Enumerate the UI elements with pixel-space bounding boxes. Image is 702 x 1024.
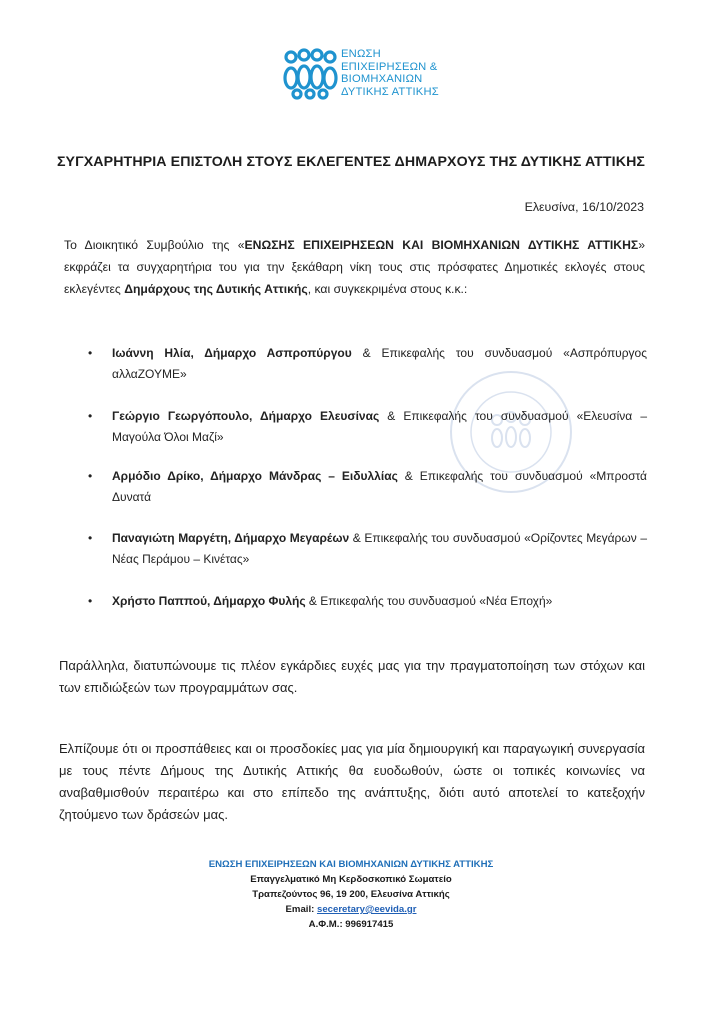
footer-address: Τραπεζούντος 96, 19 200, Ελευσίνα Αττικής <box>252 889 450 900</box>
mayor-name: Ιωάννη Ηλία, Δήμαρχο Ασπροπύργου <box>112 346 352 360</box>
logo-line: ΔΥΤΙΚΗΣ ΑΤΤΙΚΗΣ <box>341 85 439 98</box>
mayor-name: Χρήστο Παππού, Δήμαρχο Φυλής <box>112 594 306 608</box>
letter-date: Ελευσίνα, 16/10/2023 <box>524 200 644 214</box>
logo-line: ΒΙΟΜΗΧΑΝΙΩΝ <box>341 73 423 85</box>
list-item <box>84 466 647 508</box>
logo-text <box>341 48 439 98</box>
bullet-icon: • <box>88 346 93 360</box>
hope-paragraph: Ελπίζουμε ότι οι προσπάθειες και οι προσδοκίες μας για μία δημιουργική και παραγωγική συνεργασία με τους πέντε Δήμους της Δυτικής Αττικής θα ευοδωθούν, ώστε οι τοπικές κοινωνίες να αναβαθμισθούν περαιτέρω και στο επίπεδο της ανάπτυξης, διότι αυτό αποτελεί το κατεξοχήν ζητούμενο των δράσεών μας. <box>59 741 645 822</box>
wishes-paragraph: Παράλληλα, διατυπώνουμε τις πλέον εγκάρδιες ευχές μας για την πραγματοποίηση των στόχων και των επιδιώξεών των προγραμμάτων σας. <box>59 658 645 695</box>
footer-afm: Α.Φ.Μ.: 996917415 <box>308 919 394 930</box>
intro-text: Το Διοικητικό Συμβούλιο της « <box>64 238 245 252</box>
mayor-detail: & Επικεφαλής του συνδυασμού «Ελευσίνα – Μαγούλα Όλοι Μαζί» <box>112 409 647 444</box>
mayor-name: Γεώργιο Γεωργόπουλο, Δήμαρχο Ελευσίνας <box>112 409 380 423</box>
bullet-icon: • <box>88 531 93 545</box>
footer-org-name: ΕΝΩΣΗ ΕΠΙΧΕΙΡΗΣΕΩΝ ΚΑΙ ΒΙΟΜΗΧΑΝΙΩΝ ΔΥΤΙΚΗΣ ΑΤΤΙΚΗΣ <box>208 859 494 870</box>
letter-title: ΣΥΓΧΑΡΗΤΗΡΙΑ ΕΠΙΣΤΟΛΗ ΣΤΟΥΣ ΕΚΛΕΓΕΝΤΕΣ ΔΗΜΑΡΧΟΥΣ ΤΗΣ ΔΥΤΙΚΗΣ ΑΤΤΙΚΗΣ <box>56 154 646 170</box>
mayors-phrase: Δημάρχους της Δυτικής Αττικής <box>124 282 308 296</box>
footer-org-type: Επαγγελματικό Μη Κερδοσκοπικό Σωματείο <box>250 874 452 885</box>
list-item <box>84 343 647 385</box>
intro-text: , και συγκεκριμένα στους κ.κ.: <box>307 282 468 296</box>
bullet-icon: • <box>88 469 93 483</box>
intro-paragraph <box>64 234 645 300</box>
mayor-detail: & Επικεφαλής του συνδυασμού «Ορίζοντες Μεγάρων – Νέας Περάμου – Κινέτας» <box>112 531 648 566</box>
organization-name: ΕΝΩΣΗΣ ΕΠΙΧΕΙΡΗΣΕΩΝ ΚΑΙ ΒΙΟΜΗΧΑΝΙΩΝ ΔΥΤΙΚΗΣ ΑΤΤΙΚΗΣ <box>244 238 639 252</box>
mayor-detail: & Επικεφαλής του συνδυασμού «Νέα Εποχή» <box>305 594 553 608</box>
bullet-icon: • <box>88 409 93 423</box>
list-item <box>84 528 647 570</box>
mayor-detail: & Επικεφαλής του συνδυασμού «Μπροστά Δυνατά <box>112 469 647 504</box>
logo-line: ΕΝΩΣΗ <box>341 48 381 60</box>
footer-email-link[interactable]: seceretary@eevida.gr <box>316 904 417 915</box>
people-logo-icon <box>281 48 339 100</box>
footer-email-label: Email: <box>285 904 317 915</box>
mayor-name: Παναγιώτη Μαργέτη, Δήμαρχο Μεγαρέων <box>112 531 350 545</box>
logo-line: ΕΠΙΧΕΙΡΗΣΕΩΝ & <box>341 60 438 73</box>
mayor-name: Αρμόδιο Δρίκο, Δήμαρχο Μάνδρας – Ειδυλλίας <box>112 469 398 483</box>
list-item <box>84 406 647 448</box>
organization-logo <box>281 44 461 100</box>
intro-text: » εκφράζει τα συγχαρητήρια του για την ξεκάθαρη νίκη τους στις πρόσφατες Δημοτικές εκλογές στους εκλεγέντες <box>64 238 645 296</box>
mayor-detail: & Επικεφαλής του συνδυασμού «Ασπρόπυργος αλλαΖΟΥΜΕ» <box>112 346 647 381</box>
bullet-icon: • <box>88 594 93 608</box>
footer <box>0 857 702 932</box>
list-item <box>84 591 647 612</box>
